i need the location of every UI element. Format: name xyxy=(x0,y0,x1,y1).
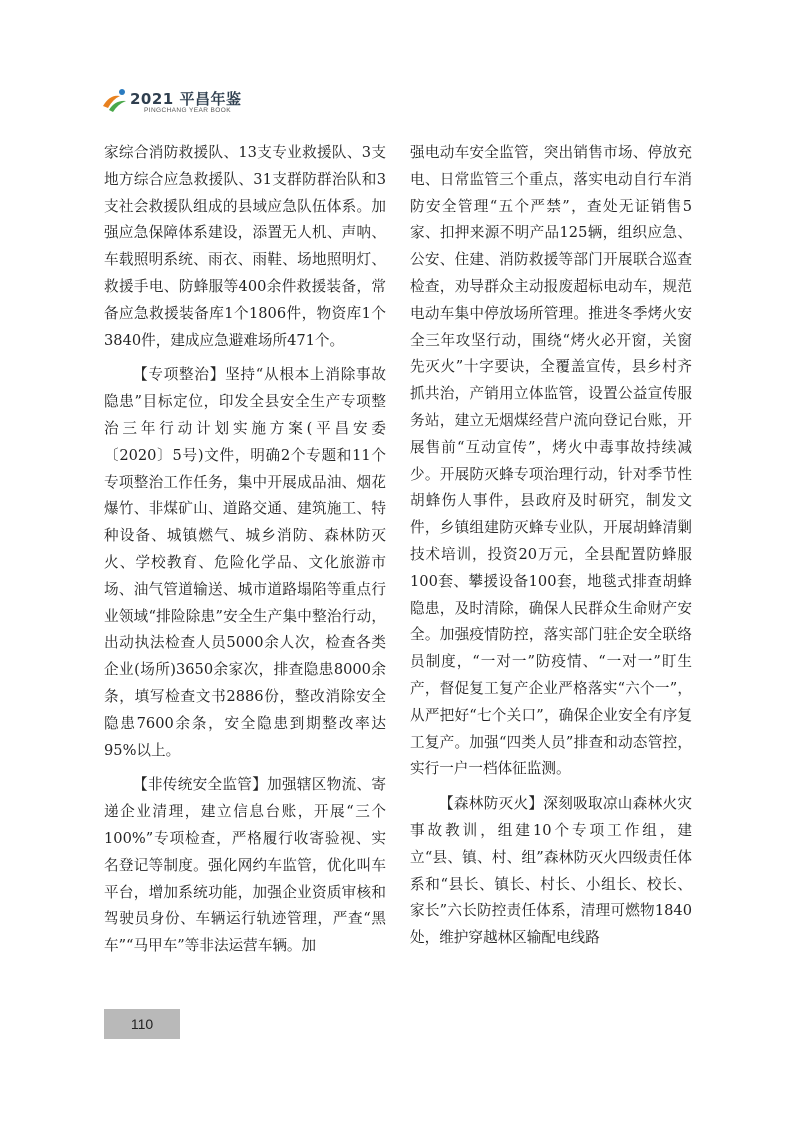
page-number-box xyxy=(104,1009,180,1039)
yearbook-logo-icon xyxy=(100,86,130,116)
paragraph-ebike-supervision: 强电动车安全监管，突出销售市场、停放充电、日常监管三个重点，落实电动自行车消防安全管理“五个严禁”，查处无证销售5家、扣押来源不明产品125辆，组织应急、公安、住建、消防救援等部门开展联合巡查检查，劝导群众主动报废超标电动车，规范电动车集中停放场所管理。推进冬季烤火安全三年攻坚行动，围绕“烤火必开窗，关窗先灭火”十字要诀，全覆盖宣传，县乡村齐抓共治，产销用立体监管，设置公益宣传服务站，建立无烟煤经营户流向登记台账，开展售前“互动宣传”，烤火中毒事故持续减少。开展防灭蜂专项治理行动，针对季节性胡蜂伤人事件，县政府及时研究，制发文件，乡镇组建防灭蜂专业队，开展胡蜂清剿技术培训，投资20万元，全县配置防蜂服100套、攀援设备100套，地毯式排查胡蜂隐患，及时清除，确保人民群众生命财产安全。加强疫情防控，落实部门驻企安全联络员制度，“一对一”防疫情、“一对一”盯生产，督促复工复产企业严格落实“六个一”，从严把好“七个关口”，确保企业安全有序复工复产。加强“四类人员”排查和动态管控，实行一户一档体征监测。 xyxy=(410,144,692,778)
running-header xyxy=(100,86,300,118)
paragraph-special-rectification: 【专项整治】坚持“从根本上消除事故隐患”目标定位，印发全县安全生产专项整治三年行动计划实施方案(平昌安委〔2020〕5号)文件，明确2个专题和11个专项整治工作任务，集中开展成品油、烟花爆竹、非煤矿山、道路交通、建筑施工、特种设备、城镇燃气、城乡消防、森林防灭火、学校教育、危险化学品、文化旅游市场、油气管道输送、城市道路塌陷等重点行业领域“排险除患”安全生产集中整治行动，出动执法检查人员5000余人次，检查各类企业(场所)3650余家次，排查隐患8000余条，填写检查文书2886份，整改消除安全隐患7600余条，安全隐患到期整改率达95%以上。 xyxy=(104,366,386,759)
page-number: 110 xyxy=(130,1016,154,1032)
paragraph-nontraditional-security: 【非传统安全监管】加强辖区物流、寄递企业清理，建立信息台账，开展“三个100%”专项检查，严格履行收寄验视、实名登记等制度。强化网约车监管，优化叫车平台，增加系统功能，加强企业资质审核和驾驶员身份、车辆运行轨迹管理，严查“黑车”“马甲车”等非法运营车辆。加 xyxy=(104,776,386,955)
yearbook-title: 2021 平昌年鉴 xyxy=(130,90,242,108)
yearbook-subtitle: PINGCHANG YEAR BOOK xyxy=(144,107,231,114)
left-column xyxy=(104,140,386,960)
paragraph-continued: 家综合消防救援队、13支专业救援队、3支地方综合应急救援队、31支群防群治队和3支社会救援队组成的县域应急队伍体系。加强应急保障体系建设，添置无人机、声呐、车载照明系统、雨衣、雨鞋、场地照明灯、救援手电、防蜂服等400余件救援装备，常备应急救援装备库1个1806件，物资库1个3840件，建成应急避难场所471个。 xyxy=(104,144,386,349)
paragraph-forest-fire: 【森林防灭火】深刻吸取凉山森林火灾事故教训，组建10个专项工作组，建立“县、镇、村、组”森林防灭火四级责任体系和“县长、镇长、村长、小组长、校长、家长”六长防控责任体系，清理可燃物1840处，维护穿越林区输配电线路 xyxy=(410,795,692,947)
right-column xyxy=(410,140,692,952)
